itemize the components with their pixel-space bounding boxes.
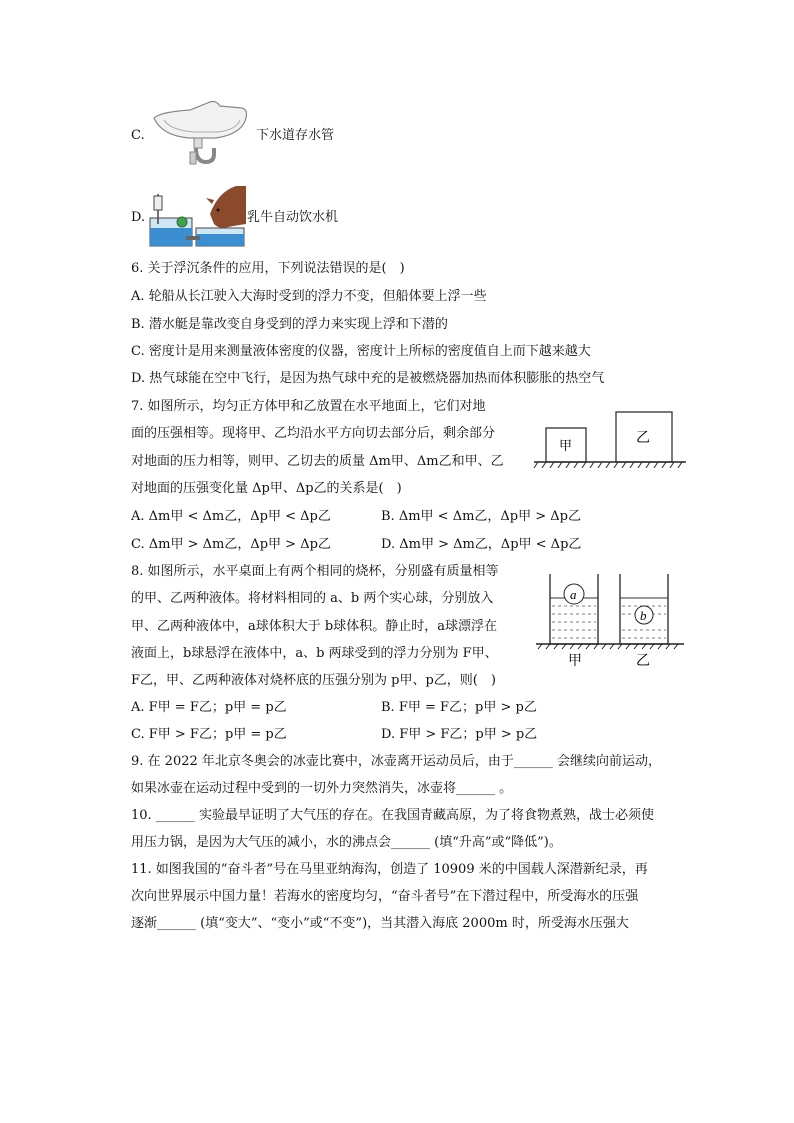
- q11-line-1: 11. 如图我国的“奋斗者”号在马里亚纳海沟，创造了 10909 米的中国载人深潜新纪录，再: [131, 862, 648, 877]
- q8-option-b: B. F甲 = F乙；p甲 > p乙: [381, 700, 537, 715]
- q8-ball-b: b: [640, 608, 647, 623]
- q6-option-b: B. 潜水艇是靠改变自身受到的浮力来实现上浮和下潜的: [131, 317, 448, 332]
- q8-line-5: F乙，甲、乙两种液体对烧杯底的压强分别为 p甲、p乙，则( ): [131, 673, 496, 688]
- q7-cube-jia-label: 甲: [559, 439, 573, 454]
- q8-line-1: 8. 如图所示，水平桌面上有两个相同的烧杯，分别盛有质量相等: [131, 564, 499, 579]
- q7-option-a: A. Δm甲 < Δm乙，Δp甲 < Δp乙: [131, 509, 331, 524]
- q8-line-3: 甲、乙两种液体中，a球体积大于 b球体积。静止时，a球漂浮在: [131, 619, 497, 634]
- q6-stem: 6. 关于浮沉条件的应用，下列说法错误的是( ): [131, 261, 405, 276]
- q7-option-d: D. Δm甲 > Δm乙，Δp甲 < Δp乙: [381, 537, 582, 552]
- q10-line-1: 10. ______ 实验最早证明了大气压的存在。在我国青藏高原，为了将食物煮熟，战士必须使: [131, 808, 654, 823]
- q7-option-b: B. Δm甲 < Δm乙，Δp甲 > Δp乙: [381, 509, 581, 524]
- q10-line-2: 用压力锅，是因为大气压的减小，水的沸点会______ (填“升高”或“降低”)。: [131, 835, 562, 850]
- q11-line-3: 逐渐______ (填“变大”、“变小”或“不变”)，当其潜入海底 2000m 时，所受海水压强大: [131, 916, 629, 931]
- sink-drain-figure: [150, 98, 250, 166]
- q8-beakers-figure: [534, 572, 694, 670]
- q9-line-2: 如果冰壶在运动过程中受到的一切外力突然消失，冰壶将______ 。: [131, 781, 513, 796]
- q8-ball-a: a: [570, 587, 577, 602]
- q7-line-4: 对地面的压强变化量 Δp甲、Δp乙的关系是( ): [131, 481, 402, 496]
- q8-line-2: 的甲、乙两种液体。将材料相同的 a、b 两个实心球，分别放入: [131, 591, 494, 606]
- q5-option-c-letter: C.: [131, 128, 145, 143]
- q7-option-c: C. Δm甲 > Δm乙，Δp甲 > Δp乙: [131, 537, 331, 552]
- q7-line-1: 7. 如图所示，均匀正方体甲和乙放置在水平地面上，它们对地: [131, 399, 486, 414]
- q7-cubes-figure: [532, 410, 692, 470]
- q7-line-3: 对地面的压力相等，则甲、乙切去的质量 Δm甲、Δm乙和甲、乙: [131, 454, 504, 469]
- q11-line-2: 次向世界展示中国力量！若海水的密度均匀，“奋斗者号”在下潜过程中，所受海水的压强: [131, 889, 639, 904]
- q6-option-c: C. 密度计是用来测量液体密度的仪器，密度计上所标的密度值自上而下越来越大: [131, 344, 591, 359]
- q8-option-c: C. F甲 > F乙；p甲 = p乙: [131, 727, 287, 742]
- q8-option-d: D. F甲 > F乙；p甲 > p乙: [381, 727, 538, 742]
- q6-option-a: A. 轮船从长江驶入大海时受到的浮力不变，但船体要上浮一些: [131, 289, 487, 304]
- q5-option-c-text: 下水道存水管: [256, 128, 335, 143]
- q7-line-2: 面的压强相等。现将甲、乙均沿水平方向切去部分后，剩余部分: [131, 426, 496, 441]
- q5-option-d-letter: D.: [131, 210, 146, 225]
- q7-cube-yi-label: 乙: [636, 430, 650, 446]
- q8-line-4: 液面上，b球悬浮在液体中，a、b 两球受到的浮力分别为 F甲、: [131, 646, 498, 661]
- q6-option-d: D. 热气球能在空中飞行，是因为热气球中充的是被燃烧器加热而体积膨胀的热空气: [131, 371, 605, 386]
- q8-beaker-jia-label: 甲: [568, 653, 582, 669]
- q8-option-a: A. F甲 = F乙；p甲 = p乙: [131, 700, 287, 715]
- cow-drinker-figure: [148, 184, 248, 250]
- q5-option-d-text: 乳牛自动饮水机: [247, 210, 339, 225]
- q8-beaker-yi-label: 乙: [636, 653, 650, 669]
- q9-line-1: 9. 在 2022 年北京冬奥会的冰壶比赛中，冰壶离开运动员后，由于______ 会继续向前运动，: [131, 754, 662, 769]
